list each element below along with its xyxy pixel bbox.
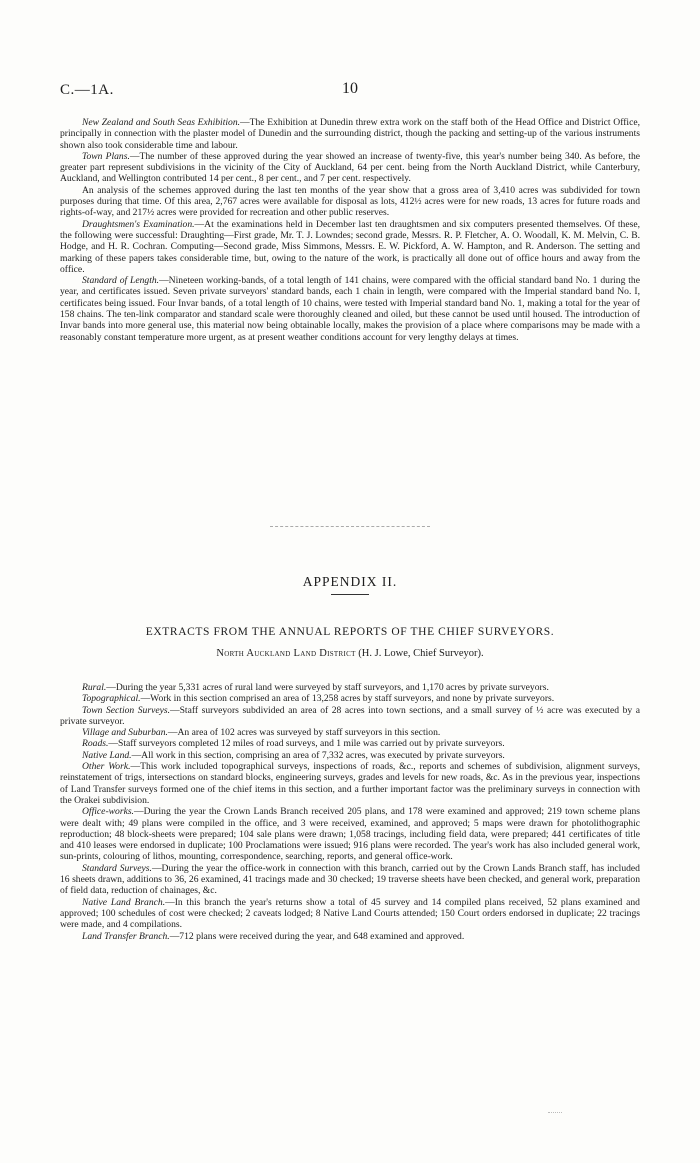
paragraph	[60, 275, 640, 343]
paragraph-text: —Staff surveyors subdivided an area of 28 acres into town sections, and a small survey of ½ acre was executed by a private surveyor.	[60, 704, 641, 727]
district-heading	[0, 648, 700, 659]
appendix-title: APPENDIX II.	[302, 574, 398, 589]
paragraph-heading: Land Transfer Branch.	[82, 930, 170, 942]
paragraph-text: An analysis of the schemes approved during the last ten months of the year show that a gross area of 3,410 acres was subdivided for town purposes during that time. Of this area, 2,767 acres were available for disposal as lots, 412½ acres were for new roads, 13 acres for future roads and rights-of-way, and 217½ acres were provided for recreation and other public reserves.	[60, 184, 640, 219]
paragraph-heading: Native Land.	[82, 749, 132, 761]
paragraph	[60, 761, 640, 806]
paragraph-text: —The Exhibition at Dunedin threw extra work on the staff both of the Head Office and District Office, principally in connection with the plaster model of Dunedin and the surrounding district, though the packing and setting-up of the various instruments shown also took considerable time and labour.	[60, 117, 640, 151]
paragraph	[60, 806, 640, 862]
title-rule	[331, 594, 369, 595]
paragraph	[60, 151, 640, 185]
paragraph-text: —During the year 5,331 acres of rural land were surveyed by staff surveyors, and 1,170 acres by private surveyors.	[106, 682, 549, 693]
paragraph-heading: Rural.	[82, 682, 107, 693]
page-number: 10	[342, 80, 358, 97]
paragraph-heading: Standard of Length.	[82, 275, 160, 287]
extracts-heading: EXTRACTS FROM THE ANNUAL REPORTS OF THE CHIEF SURVEYORS.	[145, 626, 555, 638]
paragraph	[60, 219, 640, 275]
section-head-office-report	[60, 117, 640, 343]
paragraph-text: —During the year the Crown Lands Branch received 205 plans, and 178 were examined and approved; 219 town scheme plans were dealt with; 49 plans were compiled in the office, and 3 were received, examined, and approved; 5 maps were drawn for photolithographic reproduction; 48 block-sheets were prepared; 104 sale plans were drawn; 1,058 tracings, including field data, were prepared; 441 certificates of title and 410 leases were endorsed in duplicate; 100 Proclamations were issued; 916 plans were recorded. The year's work has also included general work, sun-prints, colouring of lithos, mounting, correspondence, searching, reports, and general office-work.	[60, 806, 640, 863]
paragraph-text: —712 plans were received during the year, and 648 examined and approved.	[169, 930, 465, 942]
paragraph-text: —Staff surveyors completed 12 miles of road surveys, and 1 mile was carried out by private surveyors.	[108, 738, 505, 750]
paragraph-heading: Town Section Surveys.	[82, 704, 170, 716]
district-name: North Auckland Land District	[216, 648, 356, 659]
paragraph	[60, 117, 640, 151]
paragraph-text: —In this branch the year's returns show a total of 45 survey and 14 compiled plans received, 52 plans examined and approved; 100 schedules of cost were checked; 2 caveats lodged; 8 Native Land Courts attended; 150 Court orders endorsed in duplicate; 22 tracings were made, and 4 compilations.	[60, 896, 640, 931]
paragraph-text: —The number of these approved during the year showed an increase of twenty-five, this year's number being 340. As before, the greater part represent subdivisions in the vicinity of the City of Auckland, 64 per cent. being from the North Auckland District, while Canterbury, Auckland, and Wellington contributed 14 per cent., 8 per cent., and 7 per cent. respectively.	[60, 150, 640, 185]
paragraph-heading: Roads.	[82, 738, 109, 750]
document-reference: C.—1A.	[60, 82, 114, 98]
section-north-auckland-report	[60, 682, 640, 942]
paragraph-heading: Standard Surveys.	[82, 862, 152, 874]
paragraph-heading: Office-works.	[82, 806, 134, 818]
paragraph	[60, 738, 640, 749]
paragraph	[60, 693, 640, 704]
paragraph	[60, 897, 640, 931]
paragraph-heading: Other Work.	[82, 761, 131, 773]
paragraph-heading: Native Land Branch.	[82, 896, 166, 908]
paragraph-text: —This work included topographical surveys, inspections of roads, &c., reports and schemes of subdivision, alignment surveys, reinstatement of trigs, intersections on standard blocks, engineering surveys, grades and levels for new roads, &c. As in the previous year, inspections of Land Transfer surveys formed one of the chief items in this section, and a further important factor was the preliminary surveys in connection with the Orakei subdivision.	[60, 761, 640, 806]
paragraph-text: —At the examinations held in December last ten draughtsmen and six computers presented themselves. Of these, the following were successful: Draughting—First grade, Mr. T. J. Lowndes; second grade, Messrs. R. P. Fletcher, A. O. Woodall, K. M. Melvin, C. B. Hodge, and H. R. Cochran. Computing—Second grade, Miss Simmons, Messrs. E. W. Pickford, A. W. Hampton, and R. Anderson. The setting and marking of these papers takes considerable time, but, owing to the nature of the work, is practically all done out of office hours and away from the office.	[60, 218, 640, 275]
page-speck	[548, 1112, 562, 1113]
paragraph	[60, 931, 640, 942]
paragraph	[60, 185, 640, 219]
paragraph	[60, 863, 640, 897]
paragraph-heading: Draughtsmen's Examination.	[82, 218, 195, 230]
paragraph	[60, 750, 640, 761]
district-officer: (H. J. Lowe, Chief Surveyor).	[355, 648, 484, 659]
paragraph-heading: New Zealand and South Seas Exhibition.	[82, 117, 241, 128]
paragraph	[60, 682, 640, 693]
paragraph	[60, 705, 640, 728]
paragraph-text: —During the year the office-work in connection with this branch, carried out by the Crown Lands Branch staff, has included 16 sheets drawn, additions to 36, 26 examined, 41 tracings made and 30 checked; 19 traverse sheets have been checked, and general work, preparation of field data, reduction of chainages, &c.	[60, 862, 640, 897]
paragraph-heading: Town Plans.	[82, 150, 130, 162]
paragraph-text: —Nineteen working-bands, of a total length of 141 chains, were compared with the official standard band No. 1 during the year, and certificates issued. Seven private surveyors' standard bands, each 1 chain in length, were compared with the Imperial standard band No. I, certificates being issued. Four Invar bands, of a total length of 10 chains, were tested with Imperial standard band No. 1, making a total for the year of 158 chains. The ten-link comparator and standard scale were thoroughly cleaned and oiled, but these cannot be used until housed. The introduction of Invar bands into more general use, this material now being obtainable locally, makes the provision of a place where comparisons may be made with a reasonably constant temperature more urgent, as at present weather conditions account for very lengthy delays at times.	[60, 275, 640, 343]
paragraph-text: —Work in this section comprised an area of 13,258 acres by staff surveyors, and none by private surveyors.	[140, 693, 555, 705]
section-divider	[270, 526, 430, 527]
paragraph-heading: Village and Suburban.	[82, 727, 168, 739]
paragraph-heading: Topographical.	[82, 693, 141, 705]
paragraph-text: —All work in this section, comprising an area of 7,332 acres, was executed by private surveyors.	[131, 749, 505, 761]
paragraph-text: —An area of 102 acres was surveyed by staff surveyors in this section.	[167, 727, 441, 739]
paragraph	[60, 727, 640, 738]
